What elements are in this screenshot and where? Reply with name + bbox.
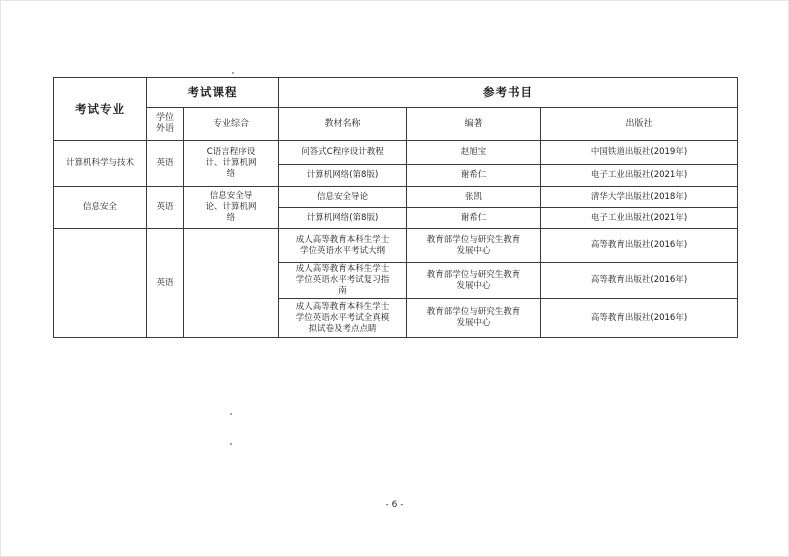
scan-speck: [230, 443, 232, 445]
publisher-cell: 中国铁道出版社(2019年): [541, 141, 738, 165]
textbook-name-text: 成人高等教育本科生学士学位英语水平考试复习指南: [295, 264, 390, 296]
author-text: 教育部学位与研究生教育发展中心: [426, 307, 521, 328]
publisher-cell: 清华大学出版社(2018年): [541, 187, 738, 208]
textbook-name-text: 成人高等教育本科生学士学位英语水平考试大纲: [295, 234, 390, 256]
publisher-cell: 电子工业出版社(2021年): [541, 208, 738, 229]
header-textbook-name: 教材名称: [279, 108, 407, 141]
textbook-name-text: 成人高等教育本科生学士学位英语水平考试全真模拟试卷及考点点睛: [295, 301, 390, 334]
author-cell: 谢希仁: [407, 208, 541, 229]
major-cell: 信息安全: [54, 187, 147, 229]
header-degree-foreign-language: [147, 108, 184, 141]
major-cell: 计算机科学与技术: [54, 141, 147, 187]
scan-speck: [230, 413, 232, 415]
table-row: [54, 141, 738, 165]
language-cell: 英语: [147, 229, 184, 338]
textbook-name-cell: [279, 263, 407, 299]
table-row: [54, 187, 738, 208]
publisher-cell: 高等教育出版社(2016年): [541, 263, 738, 299]
comprehensive-cell: [184, 187, 279, 229]
header-row-1: [54, 78, 738, 108]
header-author: 编著: [407, 108, 541, 141]
author-cell: 谢希仁: [407, 165, 541, 187]
author-cell: 张凯: [407, 187, 541, 208]
header-degree-foreign-language-text: 学位外语: [156, 113, 175, 134]
author-text: 教育部学位与研究生教育发展中心: [426, 269, 521, 291]
publisher-cell: 高等教育出版社(2016年): [541, 299, 738, 338]
textbook-name-cell: 问答式C程序设计教程: [279, 141, 407, 165]
author-cell: [407, 229, 541, 263]
header-reference-books: 参考书目: [279, 78, 738, 108]
header-major-comprehensive: 专业综合: [184, 108, 279, 141]
publisher-cell: 电子工业出版社(2021年): [541, 165, 738, 187]
author-text: 教育部学位与研究生教育发展中心: [426, 234, 521, 256]
author-cell: [407, 263, 541, 299]
language-cell: 英语: [147, 141, 184, 187]
page-number: - 6 -: [385, 500, 404, 510]
author-cell: 赵旭宝: [407, 141, 541, 165]
comprehensive-text: C语言程序设计、计算机网络: [205, 147, 257, 179]
scan-speck: [232, 72, 234, 74]
comprehensive-cell: [184, 141, 279, 187]
table-row: [54, 229, 738, 263]
comprehensive-cell: [184, 229, 279, 338]
header-exam-courses: 考试课程: [147, 78, 279, 108]
author-cell: [407, 299, 541, 338]
header-publisher: 出版社: [541, 108, 738, 141]
comprehensive-text: 信息安全导论、计算机网络: [205, 191, 257, 223]
textbook-name-cell: [279, 229, 407, 263]
textbook-name-cell: 计算机网络(第8版): [279, 165, 407, 187]
language-cell: 英语: [147, 187, 184, 229]
header-row-2: [54, 108, 738, 141]
header-exam-major: 考试专业: [54, 78, 147, 141]
textbook-name-cell: [279, 299, 407, 338]
textbook-name-cell: 计算机网络(第8版): [279, 208, 407, 229]
reference-book-table: [53, 77, 738, 338]
textbook-name-cell: 信息安全导论: [279, 187, 407, 208]
publisher-cell: 高等教育出版社(2016年): [541, 229, 738, 263]
major-cell: [54, 229, 147, 338]
